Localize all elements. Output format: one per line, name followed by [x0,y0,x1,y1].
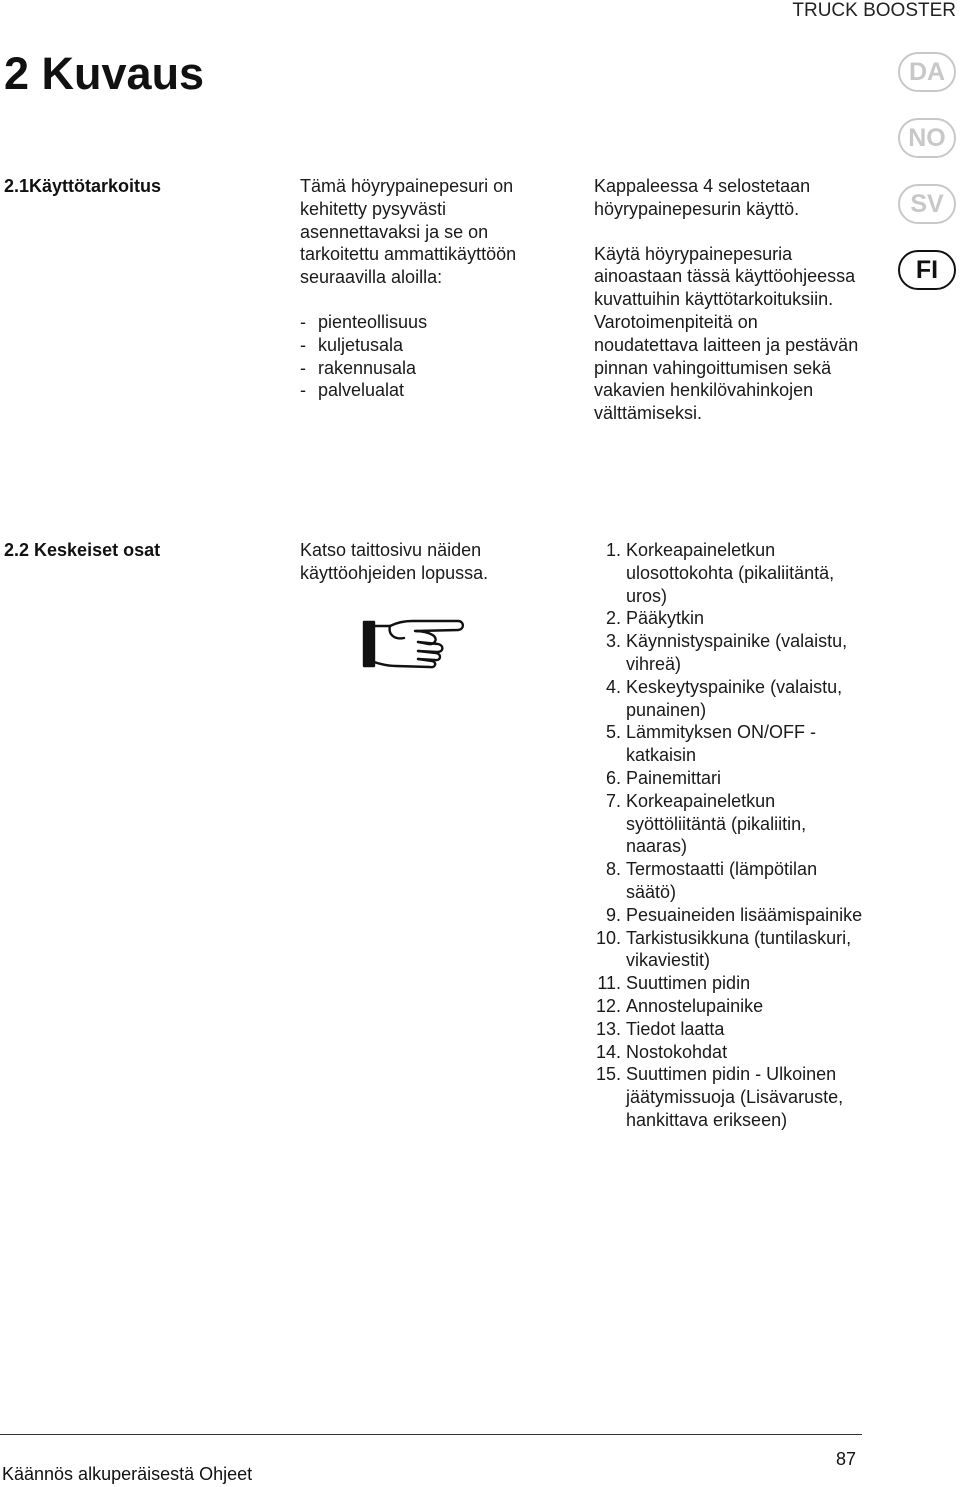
list-item: 12. Annostelupainike [595,995,764,1016]
list-item: 4. Keskeytyspainike (valaistu, punainen) [605,676,843,720]
list-item: 15. Suuttimen pidin - Ulkoinen jäätymissuoja (Lisävaruste, hankittava erikseen) [595,1064,844,1130]
footer-translation-note: Käännös alkuperäisestä Ohjeet [2,1464,253,1484]
list-item: 11. Suuttimen pidin [597,973,751,994]
list-item: 9. Pesuaineiden lisäämispainike [605,904,863,925]
list-item: - kuljetusala [300,334,568,357]
list-item: 8. Termostaatti (lämpötilan säätö) [605,859,818,902]
list-item: 3. Käynnistyspainike (valaistu, vihreä) [605,631,848,674]
list-item: - rakennusala [300,357,568,380]
list-item: - pienteollisuus [300,311,568,334]
pointing-hand-icon [360,614,468,672]
list-item: - palvelualat [300,379,568,402]
brand-header: TRUCK BOOSTER [792,0,956,21]
language-tab-sv[interactable]: SV [898,184,956,224]
list-item: 6. Painemittari [605,767,722,788]
list-item: 14. Nostokohdat [595,1041,728,1062]
language-tab-da[interactable]: DA [898,52,956,92]
purpose-right-column [594,175,866,425]
purpose-para-usage: Kappaleessa 4 selostetaan höyrypainepesurin käyttö. [594,176,811,219]
footer-divider [0,1434,862,1435]
list-item: 2. Pääkytkin [605,608,705,629]
language-tab-no[interactable]: NO [898,118,956,158]
chapter-title: 2 Kuvaus [4,48,205,99]
purpose-para-warning: Käytä höyrypainepesuria ainoastaan tässä käyttöohjeessa kuvattuihin käyttötarkoituksiin. Varotoimenpiteitä on noudatettava laitteen ja pestävän pinnan vahingoittumisen sekä vakavien henkilövahinkojen välttämiseksi. [594,243,859,424]
list-item: 7. Korkeapaineletkun syöttöliitäntä (pikaliitin, naaras) [605,790,807,857]
purpose-intro: Tämä höyrypainepesuri on kehitetty pysyvästi asennettavaksi ja se on tarkoitettu ammattikäyttöön seuraavilla aloilla: [300,176,517,288]
purpose-left-column [300,175,568,402]
list-item: 10. Tarkistusikkuna (tuntilaskuri, vikaviestit) [595,927,852,971]
list-item: 5. Lämmityksen ON/OFF -katkaisin [605,722,817,766]
language-tab-fi[interactable]: FI [898,250,956,290]
list-item: 1. Korkeapaineletkun ulosottokohta (pikaliitäntä, uros) [605,540,835,606]
foldout-note: Katso taittosivu näiden käyttöohjeiden lopussa. [300,540,489,583]
fields-list [300,311,568,402]
main-parts-list [594,539,866,1132]
section-title-main-parts: 2.2 Keskeiset osat [4,540,161,560]
section-title-purpose: 2.1Käyttötarkoitus [4,176,162,196]
list-item: 13. Tiedot laatta [595,1018,725,1039]
page-number: 87 [836,1449,857,1469]
